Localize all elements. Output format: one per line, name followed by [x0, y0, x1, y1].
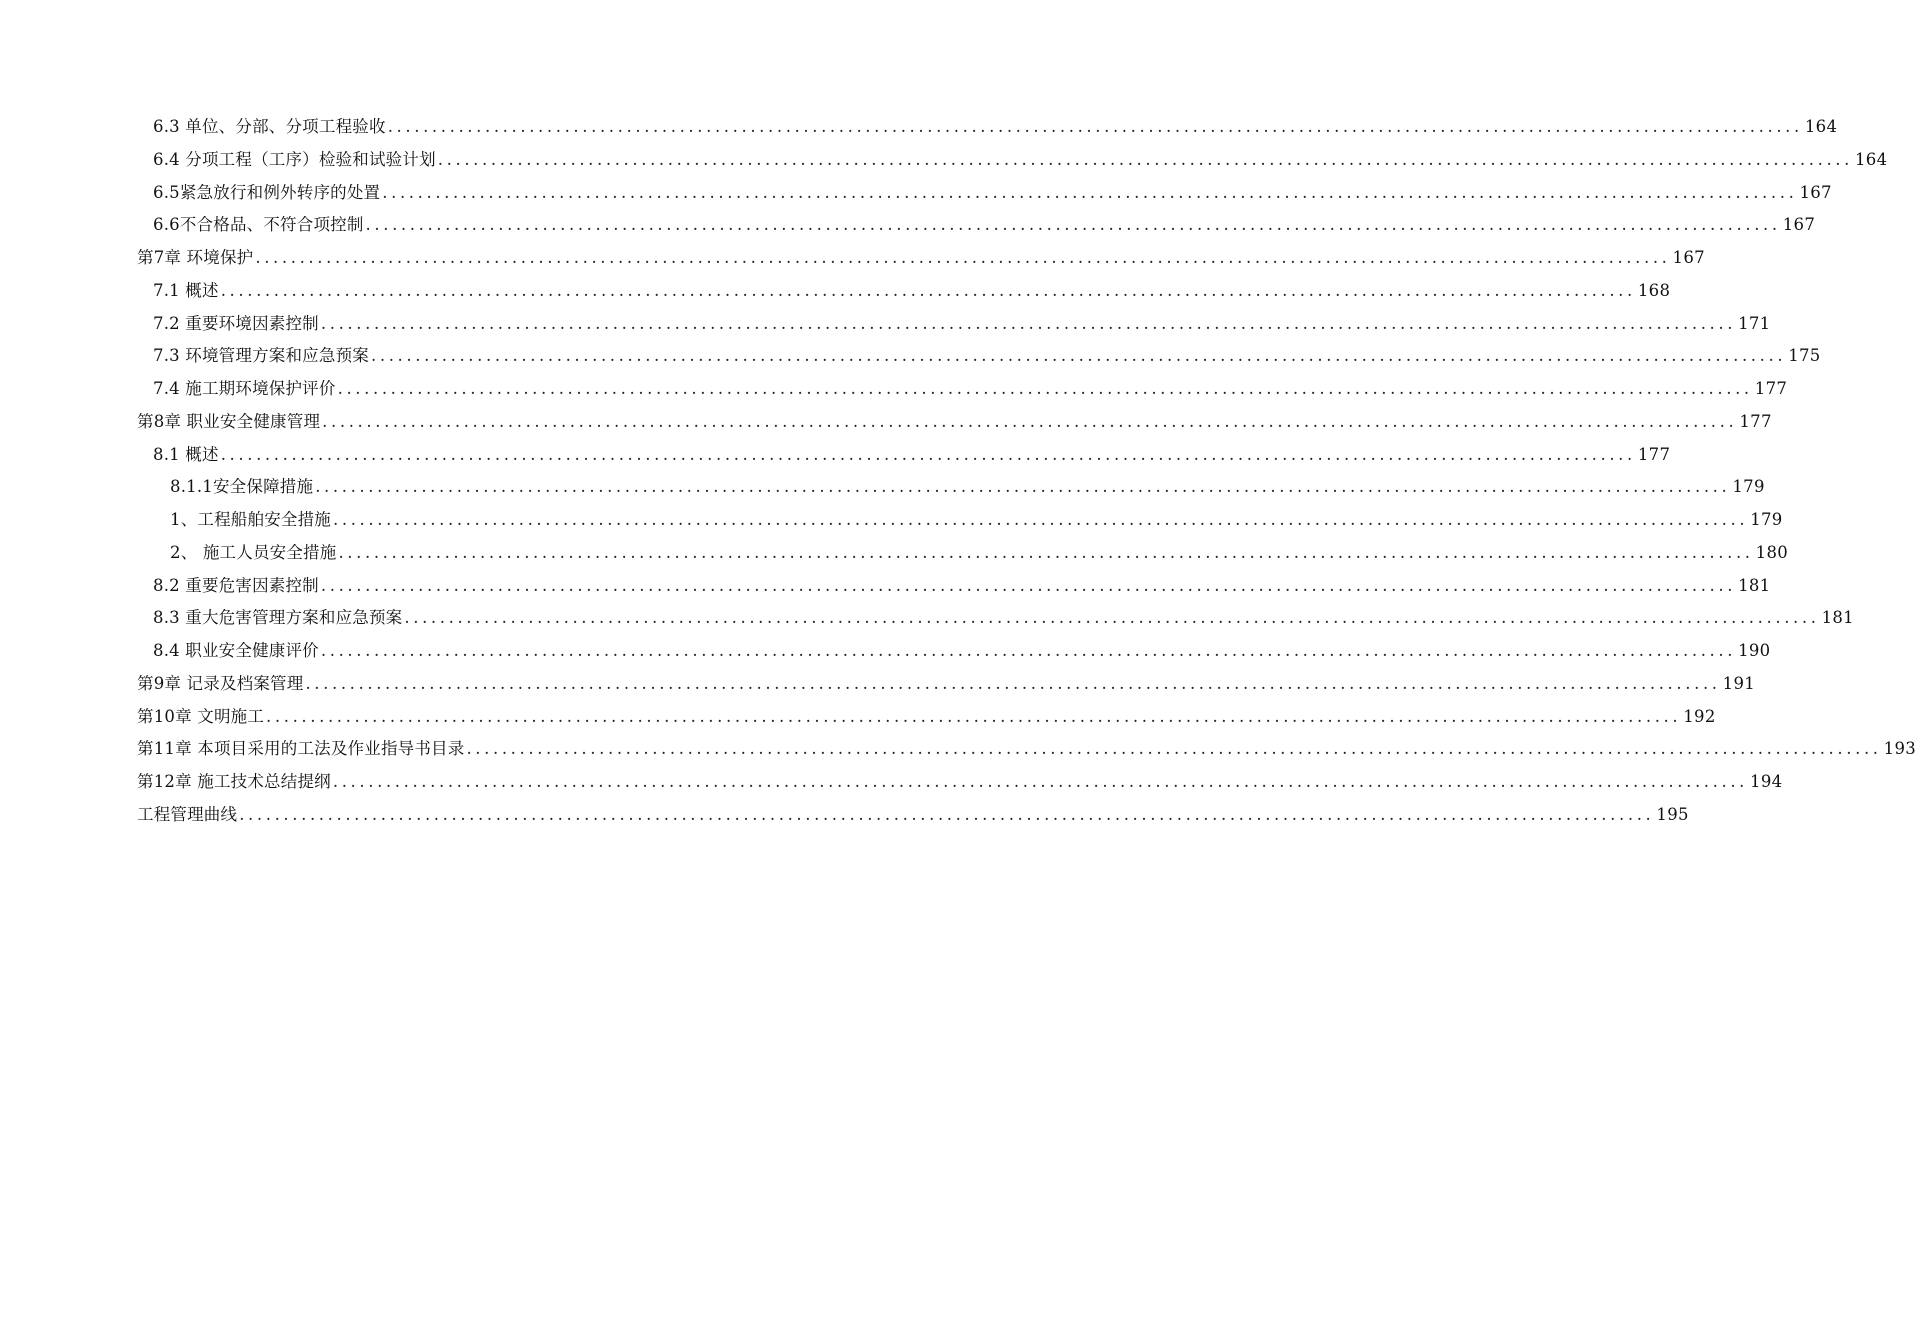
toc-entry[interactable] [137, 439, 1671, 472]
toc-entry-page-number: 192 [1683, 706, 1716, 726]
toc-entry-title: 7.4 施工期环境保护评价 [153, 379, 336, 398]
toc-entry-title: 第10章 文明施工 [137, 706, 265, 726]
toc-entry[interactable] [137, 209, 1816, 242]
toc-entry-page-number: 195 [1656, 804, 1689, 824]
toc-entry-page-number: 191 [1722, 673, 1756, 693]
toc-entry-page-number: 167 [1672, 248, 1705, 267]
toc-entry-title: 第9章 记录及档案管理 [137, 673, 304, 693]
toc-entry-page-number: 179 [1732, 477, 1765, 497]
toc-dot-leader: ................................................................................................................................................................ [305, 673, 1721, 693]
toc-dot-leader: ................................................................................................................................................................ [322, 411, 1738, 431]
toc-entry-page-number: 177 [1739, 411, 1772, 431]
toc-entry-page-number: 180 [1755, 542, 1789, 562]
toc-entry-page-number: 168 [1637, 280, 1671, 300]
toc-dot-leader: ................................................................................................................................................................ [338, 542, 1754, 562]
toc-entry[interactable] [137, 504, 1783, 537]
toc-entry-title: 6.3 单位、分部、分项工程验收 [153, 117, 386, 136]
toc-entry[interactable] [137, 570, 1771, 603]
toc-dot-leader: ................................................................................................................................................................ [220, 444, 1636, 464]
toc-entry-title: 6.4 分项工程（工序）检验和试验计划 [153, 149, 436, 169]
toc-entry-title: 第12章 施工技术总结提纲 [137, 772, 331, 791]
toc-dot-leader: ................................................................................................................................................................ [387, 117, 1803, 136]
toc-entry-page-number: 177 [1754, 379, 1788, 398]
toc-entry-title: 7.1 概述 [153, 280, 219, 300]
toc-dot-leader: ................................................................................................................................................................ [404, 608, 1820, 628]
toc-entry-title: 6.6不合格品、不符合项控制 [153, 215, 364, 235]
toc-dot-leader: ................................................................................................................................................................ [437, 149, 1853, 169]
toc-entry[interactable] [137, 668, 1756, 701]
toc-dot-leader: ................................................................................................................................................................ [320, 313, 1737, 333]
toc-entry[interactable] [137, 602, 1854, 635]
toc-entry[interactable] [137, 471, 1765, 504]
toc-entry[interactable] [137, 406, 1772, 439]
toc-entry-title: 8.2 重要危害因素控制 [153, 575, 319, 595]
toc-entry-title: 第8章 职业安全健康管理 [137, 411, 321, 431]
toc-dot-leader: ................................................................................................................................................................ [382, 182, 1798, 202]
toc-dot-leader: ................................................................................................................................................................ [320, 641, 1737, 660]
toc-entry-title: 2、 施工人员安全措施 [170, 542, 337, 562]
toc-dot-leader: ................................................................................................................................................................ [333, 510, 1749, 529]
toc-entry-title: 6.5紧急放行和例外转序的处置 [153, 182, 381, 202]
toc-entry-title: 8.3 重大危害管理方案和应急预案 [153, 608, 403, 628]
toc-entry-title: 8.1 概述 [153, 444, 219, 464]
toc-entry-page-number: 181 [1821, 608, 1854, 628]
toc-entry-page-number: 164 [1804, 117, 1838, 136]
toc-dot-leader: ................................................................................................................................................................ [220, 280, 1636, 300]
toc-entry-page-number: 171 [1738, 313, 1771, 333]
toc-entry-title: 工程管理曲线 [137, 804, 238, 824]
toc-entry-page-number: 193 [1883, 739, 1916, 759]
toc-entry[interactable] [137, 373, 1788, 406]
toc-dot-leader: ................................................................................................................................................................ [315, 477, 1731, 497]
toc-entry[interactable] [137, 275, 1671, 308]
toc-entry[interactable] [137, 799, 1689, 832]
toc-dot-leader: ................................................................................................................................................................ [337, 379, 1753, 398]
toc-entry[interactable] [137, 340, 1821, 373]
toc-dot-leader: ................................................................................................................................................................ [266, 706, 1682, 726]
toc-entry[interactable] [137, 537, 1789, 570]
toc-entry-title: 7.2 重要环境因素控制 [153, 313, 319, 333]
toc-entry-page-number: 179 [1750, 510, 1783, 529]
toc-entry[interactable] [137, 701, 1716, 734]
toc-entry-page-number: 167 [1799, 182, 1832, 202]
toc-dot-leader: ................................................................................................................................................................ [466, 739, 1882, 759]
toc-entry[interactable] [137, 733, 1916, 766]
toc-entry-page-number: 177 [1637, 444, 1671, 464]
toc-entry-title: 第11章 本项目采用的工法及作业指导书目录 [137, 739, 465, 759]
toc-dot-leader: ................................................................................................................................................................ [371, 346, 1787, 366]
toc-entry-page-number: 175 [1788, 346, 1821, 366]
toc-entry-page-number: 190 [1738, 641, 1771, 660]
toc-dot-leader: ................................................................................................................................................................ [239, 804, 1655, 824]
toc-dot-leader: ................................................................................................................................................................ [365, 215, 1781, 235]
toc-dot-leader: ................................................................................................................................................................ [255, 248, 1671, 267]
toc-dot-leader: ................................................................................................................................................................ [320, 575, 1737, 595]
toc-entry-page-number: 164 [1854, 149, 1888, 169]
toc-entry[interactable] [137, 144, 1888, 177]
table-of-contents [137, 111, 1916, 832]
toc-entry[interactable] [137, 308, 1771, 341]
toc-entry-title: 第7章 环境保护 [137, 248, 254, 267]
toc-entry[interactable] [137, 242, 1705, 275]
toc-entry[interactable] [137, 111, 1838, 144]
toc-dot-leader: ................................................................................................................................................................ [332, 772, 1749, 791]
toc-entry-title: 7.3 环境管理方案和应急预案 [153, 346, 369, 366]
toc-entry-title: 1、工程船舶安全措施 [170, 510, 331, 529]
toc-entry-page-number: 181 [1738, 575, 1771, 595]
toc-entry[interactable] [137, 635, 1771, 668]
toc-entry[interactable] [137, 766, 1783, 799]
toc-entry[interactable] [137, 177, 1832, 210]
toc-entry-title: 8.4 职业安全健康评价 [153, 641, 319, 660]
toc-entry-page-number: 167 [1782, 215, 1816, 235]
toc-entry-page-number: 194 [1750, 772, 1783, 791]
toc-entry-title: 8.1.1安全保障措施 [170, 477, 314, 497]
